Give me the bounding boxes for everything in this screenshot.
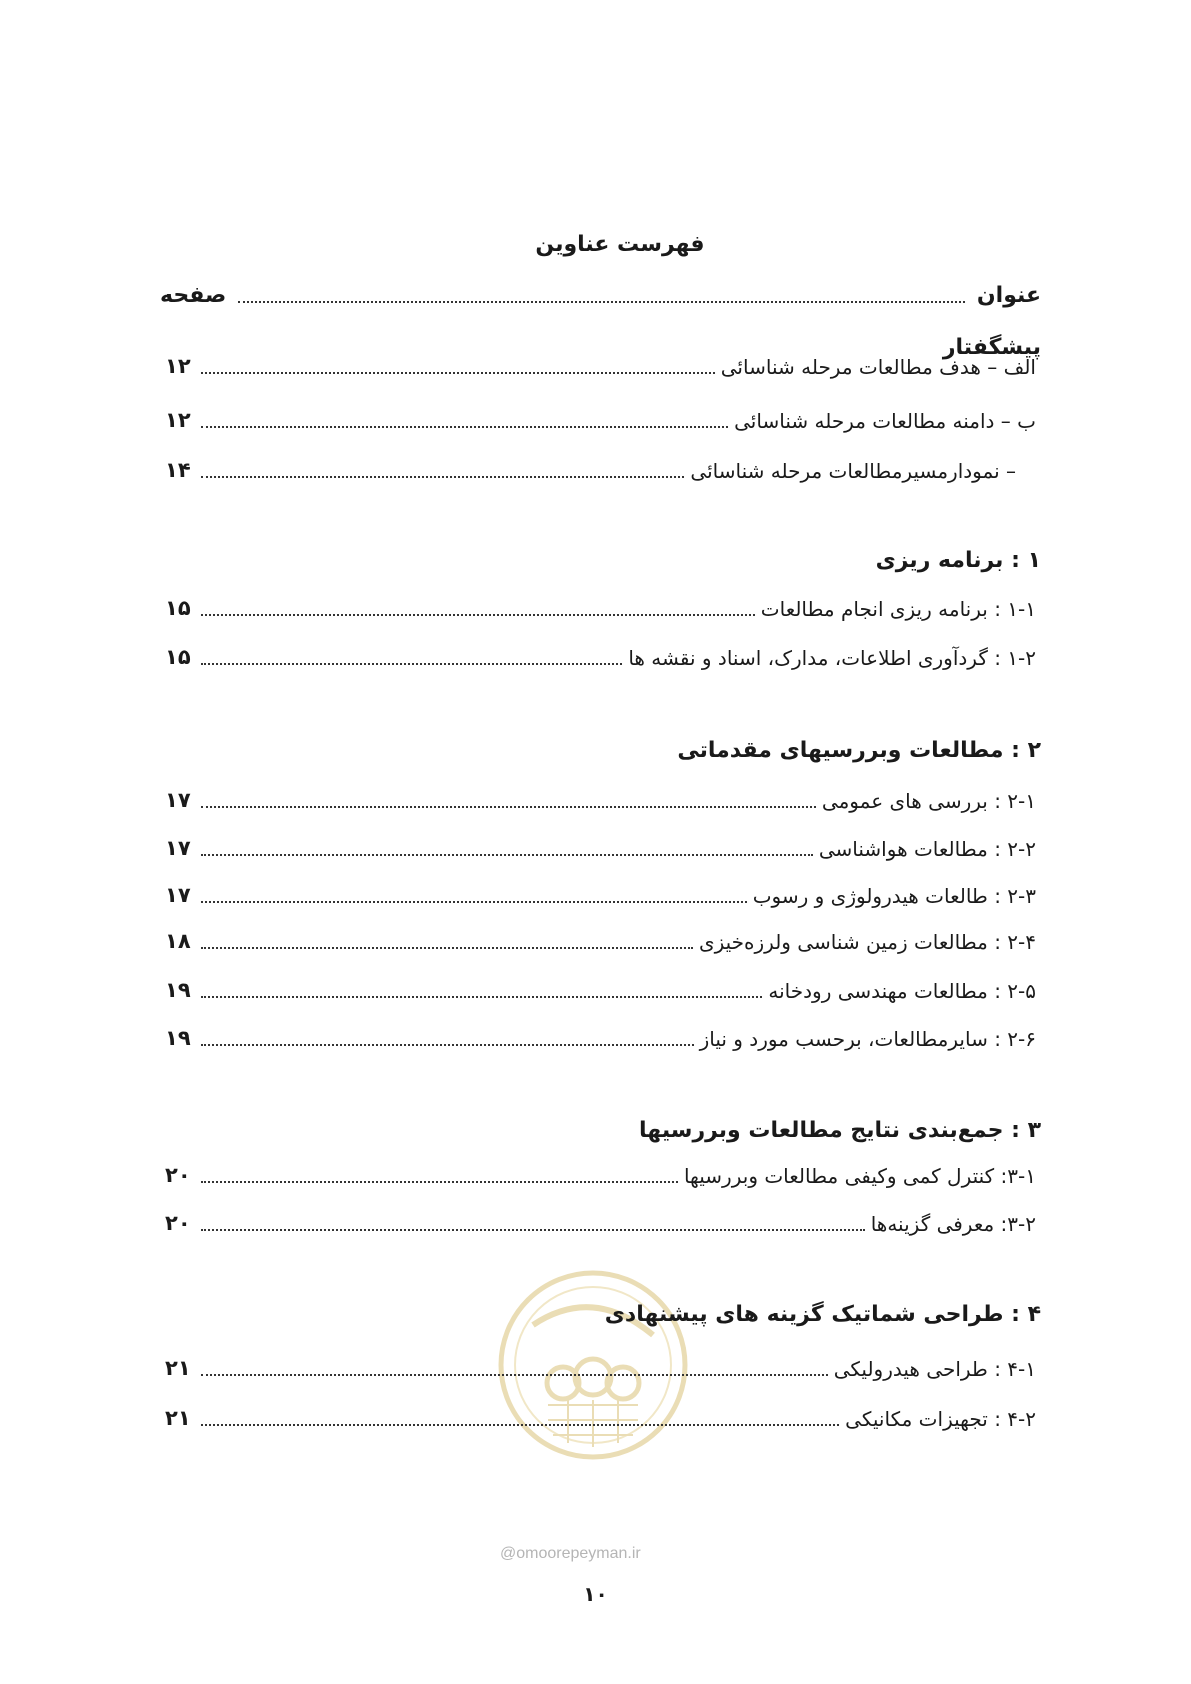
toc-entry <box>165 647 1036 668</box>
toc-entry <box>165 790 1036 811</box>
toc-entry <box>165 885 1036 906</box>
toc-entry-page: ۲۰ <box>165 1211 191 1235</box>
dot-leader <box>201 663 622 665</box>
toc-entry-page: ۱۹ <box>165 1026 191 1050</box>
toc-entry-text: ۲-۱ : بررسی های عمومی <box>821 788 1036 813</box>
toc-entry-text: ۲-۳ : طالعات هیدرولوژی و رسوب <box>752 883 1036 908</box>
toc-entry <box>165 838 1036 859</box>
section-heading: ۲ : مطالعات وبررسیهای مقدماتی <box>677 738 1041 763</box>
dot-leader <box>201 901 747 903</box>
dot-leader <box>201 1044 694 1046</box>
dot-leader <box>201 1181 678 1183</box>
toc-entry-text: ب – دامنه مطالعات مرحله شناسائی <box>734 408 1036 433</box>
toc-entry <box>165 1028 1036 1049</box>
section-heading: ۳ : جمع‌بندی نتایج مطالعات وبررسیها <box>639 1118 1041 1143</box>
section-heading: ۴ : طراحی شماتیک گزینه های پیشنهادی <box>604 1302 1041 1327</box>
toc-entry-page: ۱۷ <box>165 883 191 907</box>
dot-leader <box>201 614 755 616</box>
toc-header-row <box>160 283 1041 308</box>
toc-entry-text: ۲-۵ : مطالعات مهندسی رودخانه <box>768 978 1036 1003</box>
toc-entry-page: ۱۸ <box>165 929 191 953</box>
header-title-label: عنوان <box>976 283 1041 308</box>
toc-entry <box>165 980 1036 1001</box>
toc-entry-text: ۳-۱: کنترل کمی وکیفی مطالعات وبررسیها <box>683 1163 1036 1188</box>
toc-title: فهرست عناوین <box>535 232 705 257</box>
dot-leader <box>201 947 693 949</box>
dot-leader <box>201 996 762 998</box>
toc-entry <box>165 410 1036 431</box>
dot-leader <box>201 806 816 808</box>
toc-entry <box>165 1213 1036 1234</box>
toc-entry <box>165 1165 1036 1186</box>
toc-entry-text: ۳-۲: معرفی گزینه‌ها <box>870 1211 1036 1236</box>
toc-entry-text: ۲-۲ : مطالعات هواشناسی <box>818 836 1036 861</box>
dot-leader <box>201 1229 865 1231</box>
toc-entry-text: ۴-۲ : تجهیزات مکانیکی <box>845 1406 1036 1431</box>
toc-entry-text: ۴-۱ : طراحی هیدرولیکی <box>833 1356 1036 1381</box>
toc-entry-page: ۱۷ <box>165 836 191 860</box>
toc-entry <box>165 356 1036 377</box>
toc-entry <box>165 598 1036 619</box>
toc-entry-page: ۱۷ <box>165 788 191 812</box>
toc-entry-text: – نمودارمسیرمطالعات مرحله شناسائی <box>690 458 1016 483</box>
toc-entry-page: ۲۱ <box>165 1406 191 1430</box>
dot-leader <box>201 1374 828 1376</box>
toc-entry-page: ۲۱ <box>165 1356 191 1380</box>
toc-entry <box>165 931 1036 952</box>
dot-leader <box>201 854 813 856</box>
toc-entry-page: ۱۴ <box>165 458 191 482</box>
section-heading: ۱ : برنامه ریزی <box>875 548 1041 573</box>
toc-entry-text: ۱-۲ : گردآوری اطلاعات، مدارک، اسناد و نقشه ها <box>628 645 1036 670</box>
toc-entry <box>165 460 1016 481</box>
dot-leader <box>201 372 715 374</box>
dot-leader <box>201 426 728 428</box>
toc-entry-text: ۲-۶ : سایرمطالعات، برحسب مورد و نیاز <box>699 1026 1036 1051</box>
toc-entry-page: ۱۵ <box>165 596 191 620</box>
toc-entry <box>165 1408 1036 1429</box>
watermark-url: @omoorepeyman.ir <box>500 1545 641 1562</box>
toc-entry-text: الف – هدف مطالعات مرحله شناسائی <box>720 354 1036 379</box>
toc-entry <box>165 1358 1036 1379</box>
toc-entry-page: ۲۰ <box>165 1163 191 1187</box>
toc-entry-text: ۲-۴ : مطالعات زمین شناسی ولرزه‌خیزی <box>698 929 1036 954</box>
header-page-label: صفحه <box>160 283 227 308</box>
toc-entry-page: ۱۵ <box>165 645 191 669</box>
preface-heading: پیشگفتار <box>942 335 1041 360</box>
toc-entry-page: ۱۲ <box>165 354 191 378</box>
toc-entry-page: ۱۹ <box>165 978 191 1002</box>
dot-leader <box>201 476 684 478</box>
dot-leader <box>238 301 965 303</box>
page-number: ۱۰ <box>583 1582 608 1606</box>
dot-leader <box>201 1424 839 1426</box>
toc-entry-page: ۱۲ <box>165 408 191 432</box>
toc-entry-text: ۱-۱ : برنامه ریزی انجام مطالعات <box>760 596 1036 621</box>
